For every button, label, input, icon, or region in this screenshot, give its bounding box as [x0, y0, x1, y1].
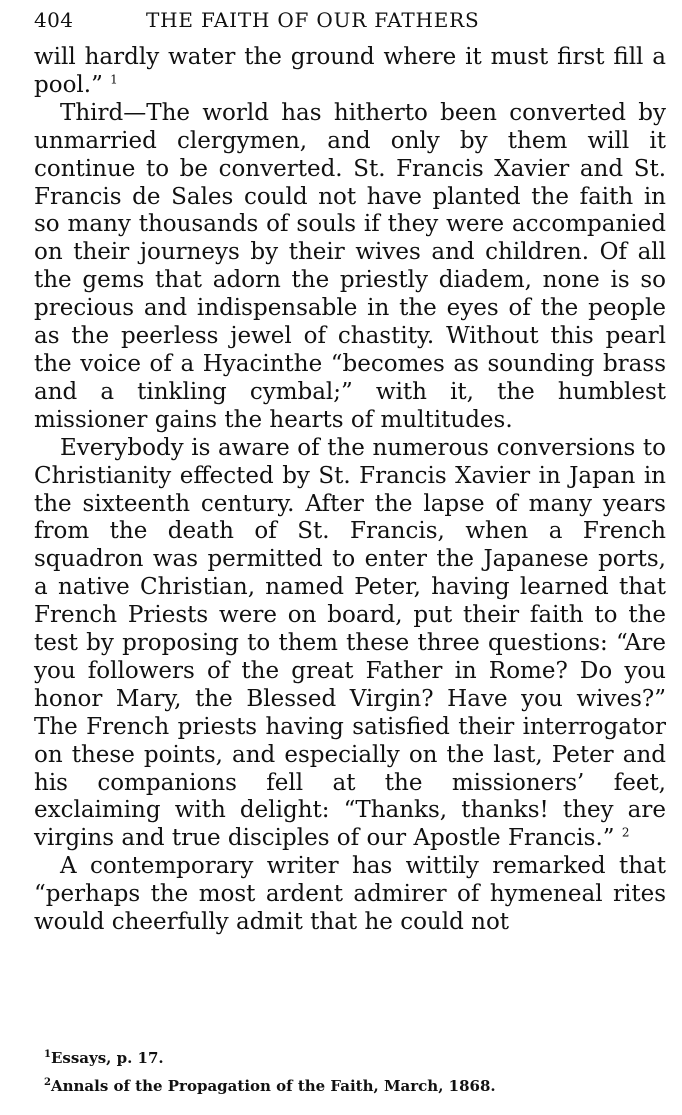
- footnote-1-text: Essays, p. 17.: [50, 1049, 164, 1067]
- footnote-2-mark: 2: [44, 1077, 51, 1088]
- paragraph-3-text: Everybody is aware of the numerous conversions to Christianity effected by St. Francis Xavier in Japan in the sixteenth century. After the lapse of many years from the death of St. Francis, when a French squadron was permitted to enter the Japanese ports, a native Christian, named Peter, having learned that French Priests were on board, put their faith to the test by proposing to them these three questions: “Are you followers of the great Father in Rome? Do you honor Mary, the Blessed Virgin? Have you wives?” The French priests having satisfied their interrogator on these points, and especially on the last, Peter and his companions fell at the missioners’ feet, exclaiming with delight: “Thanks, thanks! they are virgins and true disciples of our Apostle Francis.”: [34, 434, 666, 852]
- footnote-2: [44, 1072, 664, 1100]
- footnote-ref-2: 2: [621, 825, 630, 840]
- page-number: 404: [34, 8, 74, 32]
- footnote-ref-1: 1: [110, 72, 118, 87]
- running-title: THE FAITH OF OUR FATHERS: [146, 8, 480, 32]
- paragraph-1: [34, 44, 666, 100]
- book-page: [34, 8, 666, 937]
- paragraph-2: Third—The world has hitherto been converted by unmarried clergymen, and only by them will it continue to be converted. St. Francis Xavier and St. Francis de Sales could not have planted the faith in so many thousands of souls if they were accompanied on their journeys by their wives and children. Of all the gems that adorn the priestly diadem, none is so precious and indispensable in the eyes of the people as the peerless jewel of chastity. Without this pearl the voice of a Hyacinthe “becomes as sounding brass and a tinkling cymbal;” with it, the humblest missioner gains the hearts of multitudes.: [34, 99, 666, 433]
- footnote-1: [44, 1044, 664, 1072]
- body-text: [34, 44, 666, 937]
- footnotes: [44, 1044, 664, 1100]
- paragraph-1-text: will hardly water the ground where it must first fill a pool.”: [34, 44, 666, 98]
- footnote-2-text: Annals of the Propagation of the Faith, March, 1868.: [50, 1077, 496, 1095]
- page-header: [34, 8, 666, 44]
- paragraph-3: [34, 435, 666, 854]
- footnote-1-mark: 1: [44, 1049, 51, 1060]
- paragraph-4: A contemporary writer has wittily remarked that “perhaps the most ardent admirer of hymeneal rites would cheerfully admit that he could not: [34, 853, 666, 936]
